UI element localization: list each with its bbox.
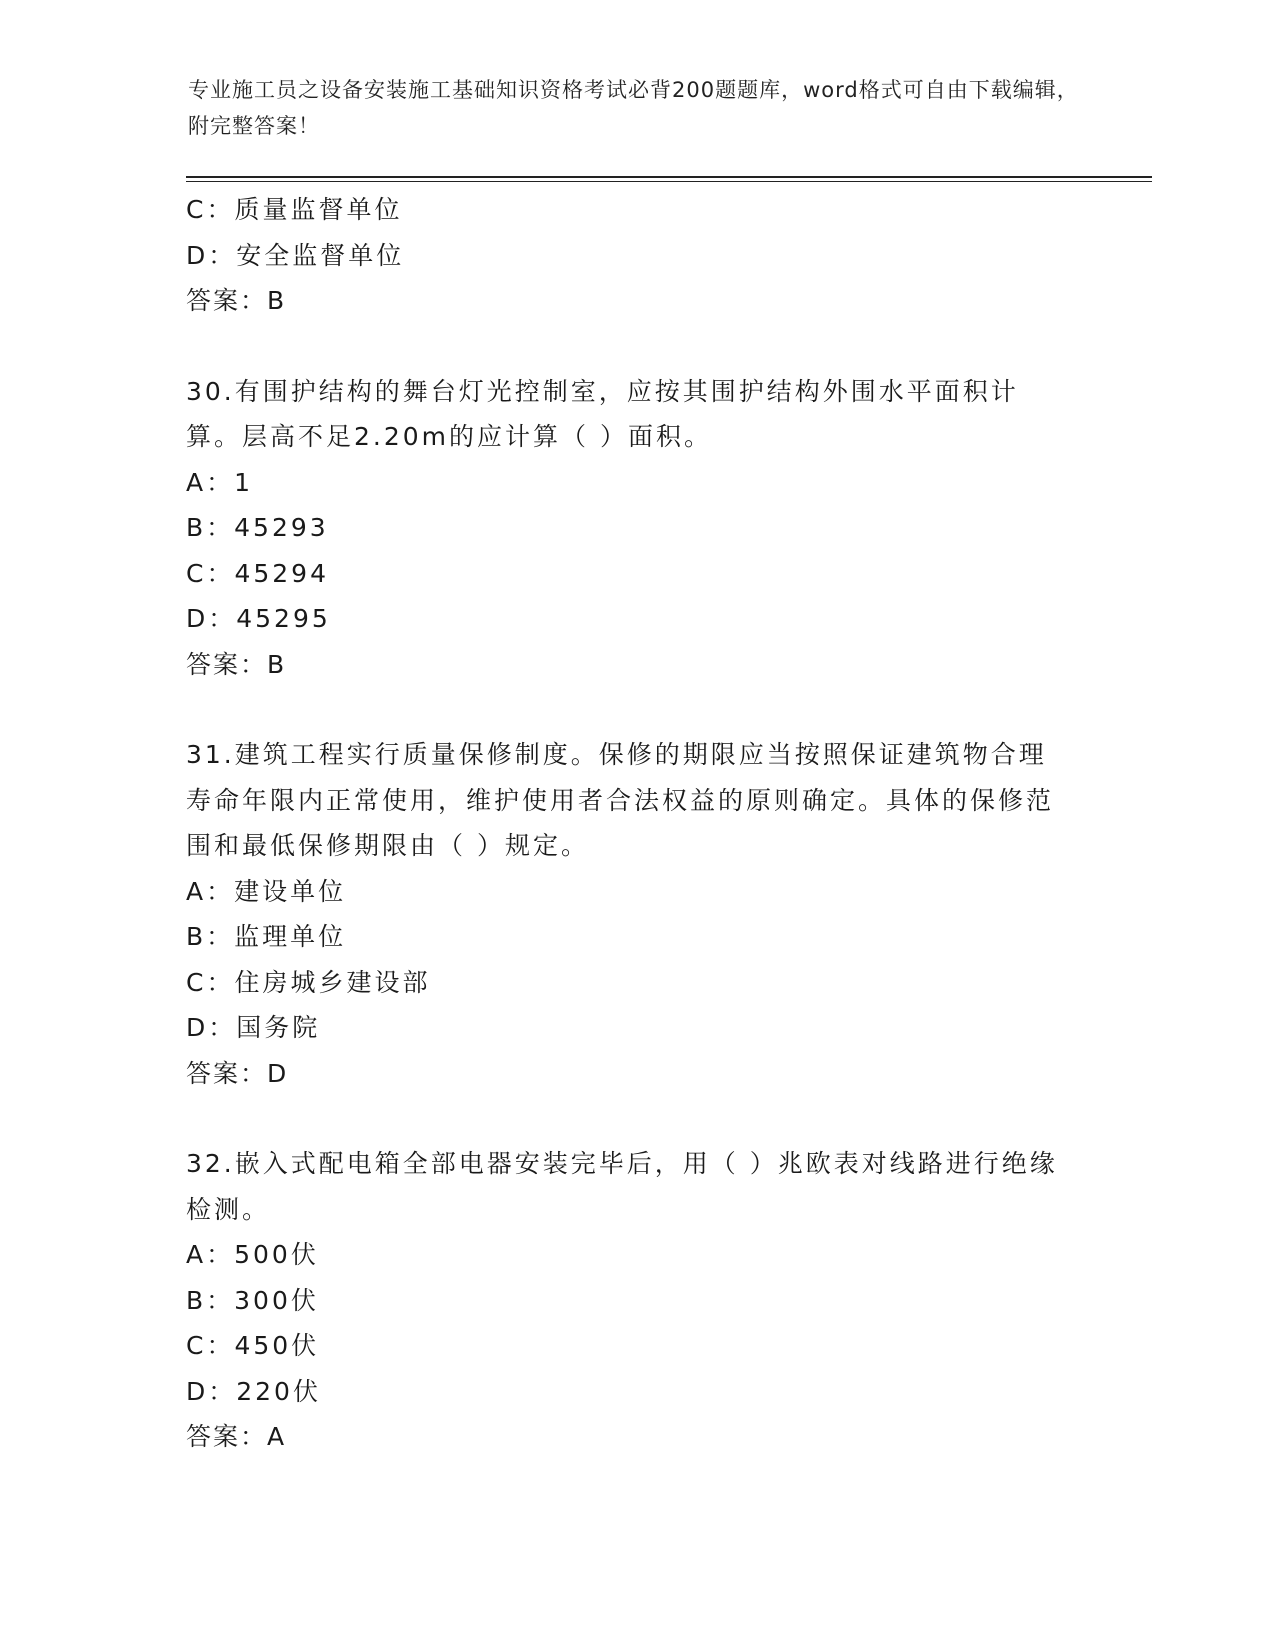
answer-value: A (267, 1422, 287, 1451)
document-body (186, 187, 1086, 1460)
answer-line (186, 1051, 1086, 1097)
answer-label: 答案： (186, 286, 268, 315)
answer-label: 答案： (186, 1058, 268, 1088)
answer-line (186, 642, 1086, 688)
option-d: D：安全监督单位 (186, 240, 405, 270)
question-32 (186, 1141, 1086, 1460)
option-d: D：45295 (186, 604, 331, 633)
answer-line (186, 278, 1086, 324)
answer-value: D (267, 1058, 289, 1088)
question-31 (186, 732, 1086, 1096)
answer-value: B (267, 649, 287, 679)
option-a: A：500伏 (186, 1240, 319, 1269)
option-d: D：国务院 (186, 1013, 321, 1042)
answer-label: 答案： (186, 649, 268, 679)
answer-value: B (267, 286, 287, 315)
option-c: C：质量监督单位 (186, 195, 403, 224)
option-d: D：220伏 (186, 1376, 321, 1406)
option-c: C：45294 (186, 558, 329, 588)
answer-label: 答案： (186, 1422, 268, 1451)
option-b: B：监理单位 (186, 922, 347, 951)
question-text: 30.有围护结构的舞台灯光控制室，应按其围护结构外围水平面积计算。层高不足2.20m的应计算（ ）面积。 (186, 376, 1019, 451)
question-30 (186, 369, 1086, 688)
option-c: C：住房城乡建设部 (186, 967, 431, 997)
option-a: A：建设单位 (186, 876, 347, 906)
question-text: 31.建筑工程实行质量保修制度。保修的期限应当按照保证建筑物合理寿命年限内正常使用，维护使用者合法权益的原则确定。具体的保修范围和最低保修期限由（ ）规定。 (186, 740, 1055, 860)
continued-question (186, 187, 1086, 324)
option-c: C：450伏 (186, 1331, 320, 1360)
option-b: B：45293 (186, 513, 329, 542)
page-header: 专业施工员之设备安装施工基础知识资格考试必背200题题库，word格式可自由下载编辑，附完整答案！ (188, 78, 1079, 138)
question-text: 32.嵌入式配电箱全部电器安装完毕后，用（ ）兆欧表对线路进行绝缘检测。 (186, 1149, 1058, 1224)
answer-line (186, 1414, 1086, 1460)
option-a: A：1 (186, 467, 254, 497)
option-b: B：300伏 (186, 1285, 319, 1315)
header-divider (186, 176, 1152, 182)
